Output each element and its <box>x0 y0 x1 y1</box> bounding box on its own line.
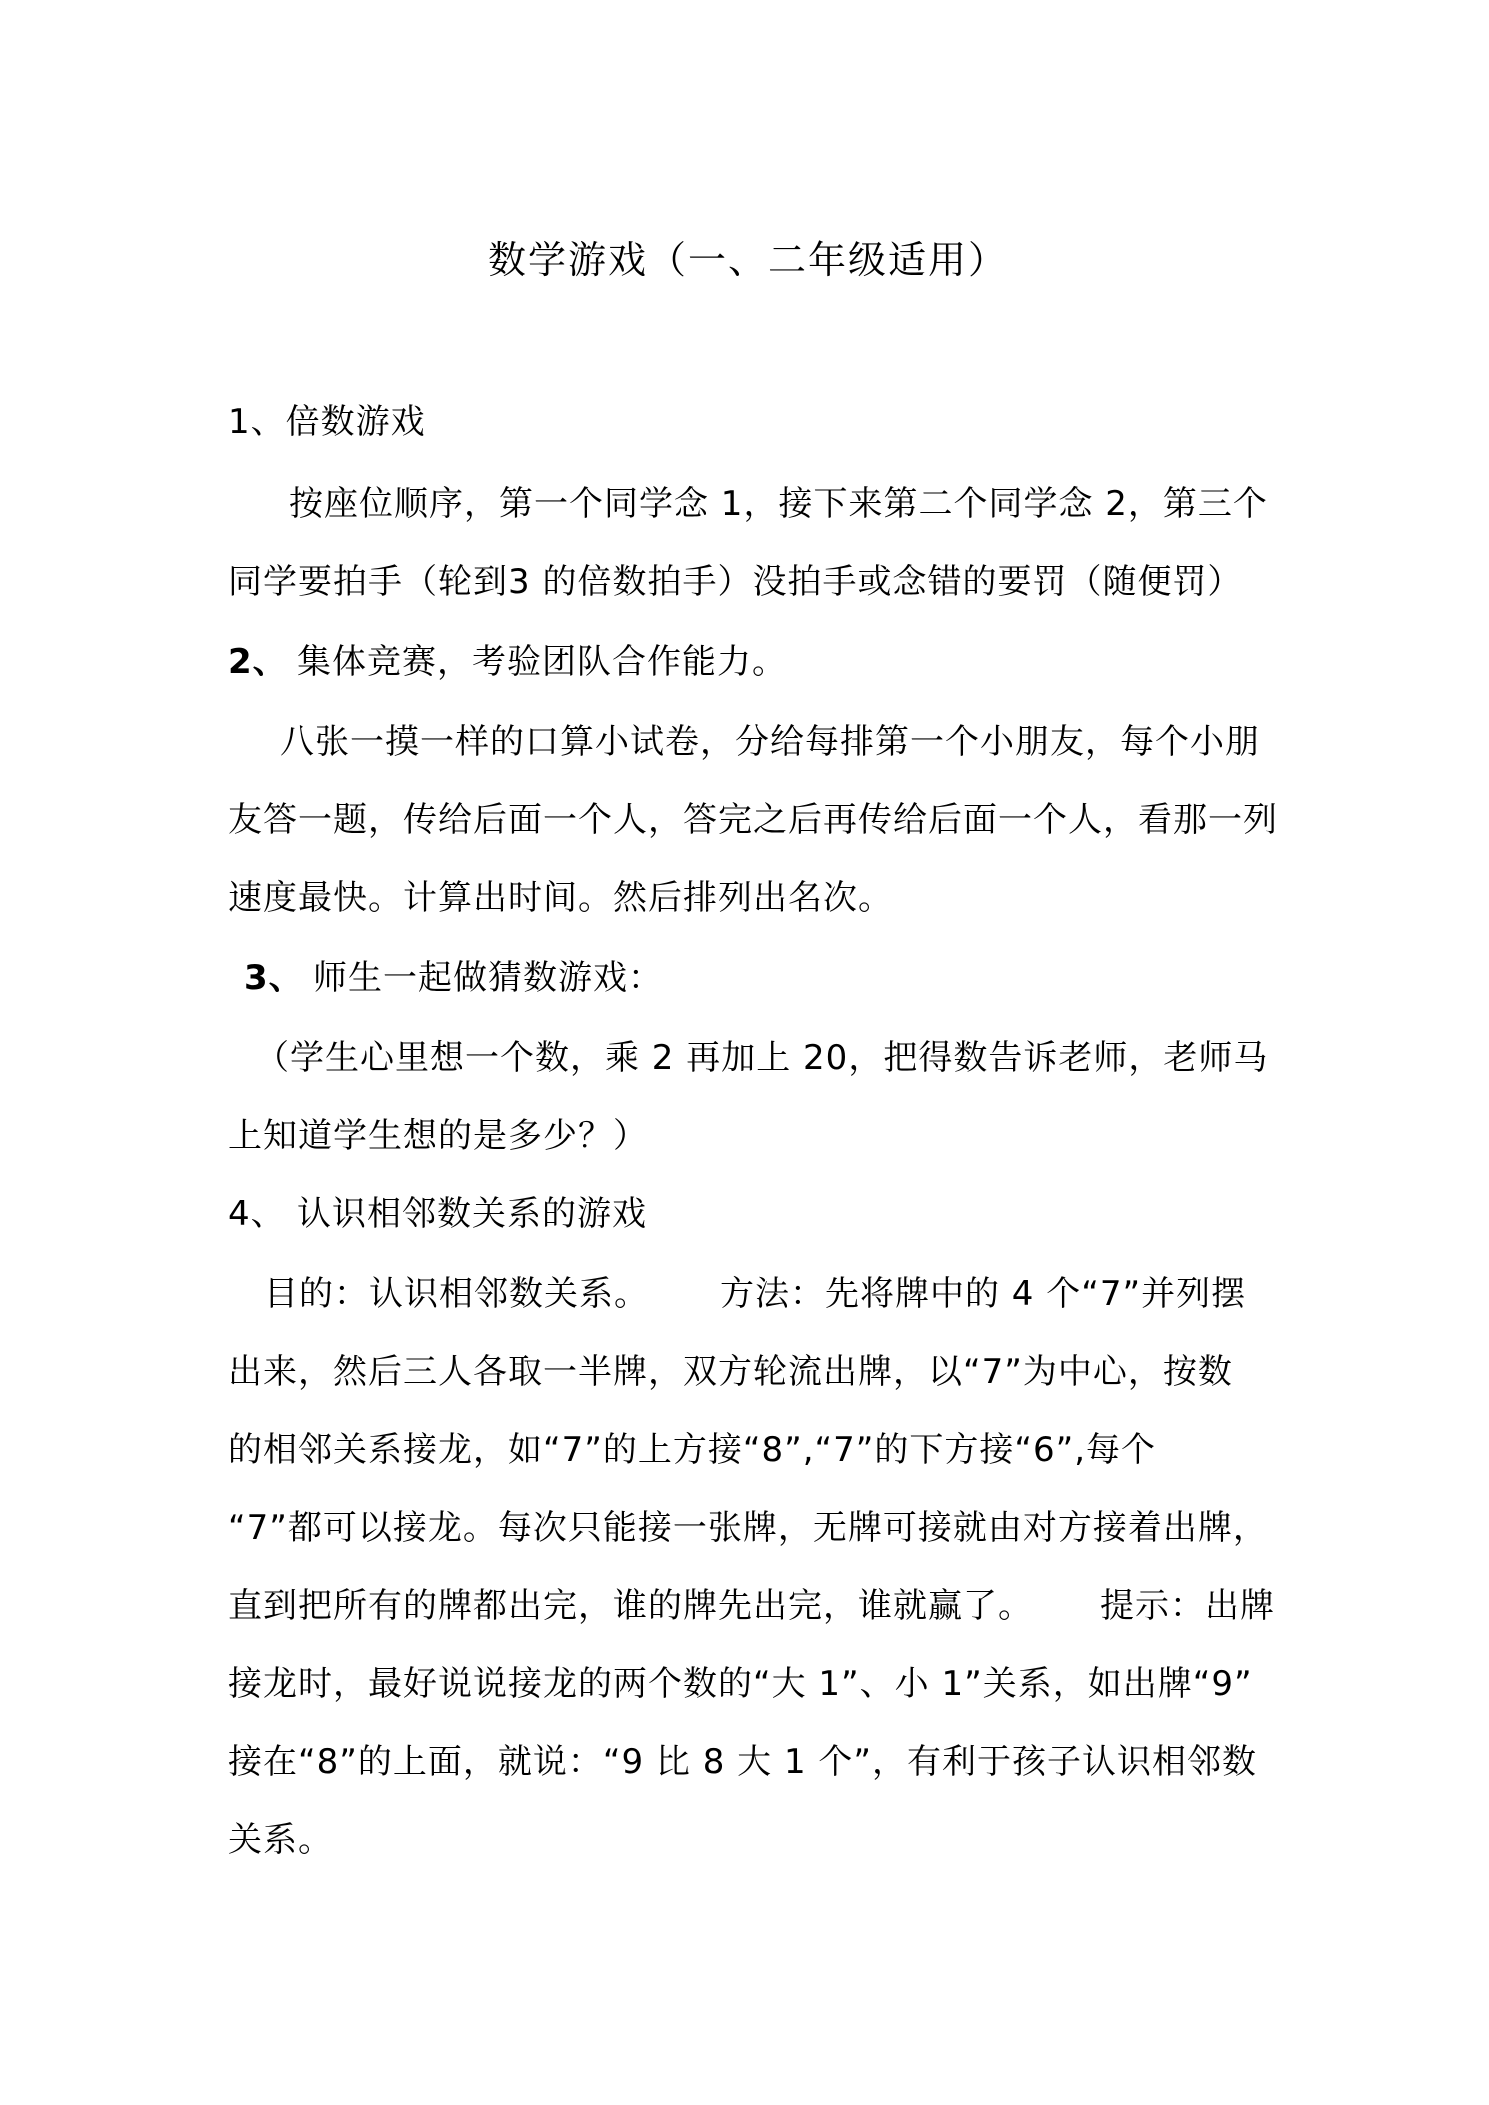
paragraph-line: 方法：先将牌中的 4 个“7”并列摆 <box>720 1274 1247 1314</box>
section-1-heading: 1、倍数游戏 <box>228 402 426 442</box>
section-2-number: 2、 <box>228 642 288 682</box>
paragraph-line: 上知道学生想的是多少？） <box>228 1116 648 1156</box>
section-2-heading: 集体竞赛，考验团队合作能力。 <box>297 642 787 682</box>
paragraph-line: “7”都可以接龙。每次只能接一张牌，无牌可接就由对方接着出牌， <box>228 1508 1268 1548</box>
paragraph-line: 按座位顺序，第一个同学念 1，接下来第二个同学念 2，第三个 <box>289 484 1268 524</box>
section-4-number: 4、 <box>228 1194 286 1234</box>
section-3-heading: 师生一起做猜数游戏： <box>313 958 663 998</box>
paragraph-line: （学生心里想一个数，乘 2 再加上 20，把得数告诉老师，老师马 <box>255 1038 1269 1078</box>
paragraph-line: 同学要拍手（轮到3 的倍数拍手）没拍手或念错的要罚（随便罚） <box>228 562 1243 602</box>
document-title: 数学游戏（一、二年级适用） <box>488 238 1009 282</box>
section-4-heading: 认识相邻数关系的游戏 <box>297 1194 647 1234</box>
paragraph-line: 提示：出牌 <box>1100 1586 1275 1626</box>
paragraph-line: 八张一摸一样的口算小试卷，分给每排第一个小朋友，每个小朋 <box>280 722 1260 762</box>
paragraph-line: 出来，然后三人各取一半牌，双方轮流出牌，以“7”为中心，按数 <box>228 1352 1233 1392</box>
section-3-number: 3、 <box>244 958 304 998</box>
paragraph-line: 直到把所有的牌都出完，谁的牌先出完，谁就赢了。 <box>228 1586 1033 1626</box>
paragraph-line: 友答一题，传给后面一个人，答完之后再传给后面一个人，看那一列 <box>228 800 1278 840</box>
paragraph-line: 接龙时，最好说说接龙的两个数的“大 1”、小 1”关系，如出牌“9” <box>228 1664 1253 1704</box>
paragraph-line: 接在“8”的上面，就说：“9 比 8 大 1 个”，有利于孩子认识相邻数 <box>228 1742 1258 1782</box>
paragraph-line: 的相邻关系接龙，如“7”的上方接“8”,“7”的下方接“6”,每个 <box>228 1430 1157 1470</box>
paragraph-line: 关系。 <box>228 1820 333 1860</box>
paragraph-line: 速度最快。计算出时间。然后排列出名次。 <box>228 878 893 918</box>
paragraph-line: 目的：认识相邻数关系。 <box>264 1274 649 1314</box>
